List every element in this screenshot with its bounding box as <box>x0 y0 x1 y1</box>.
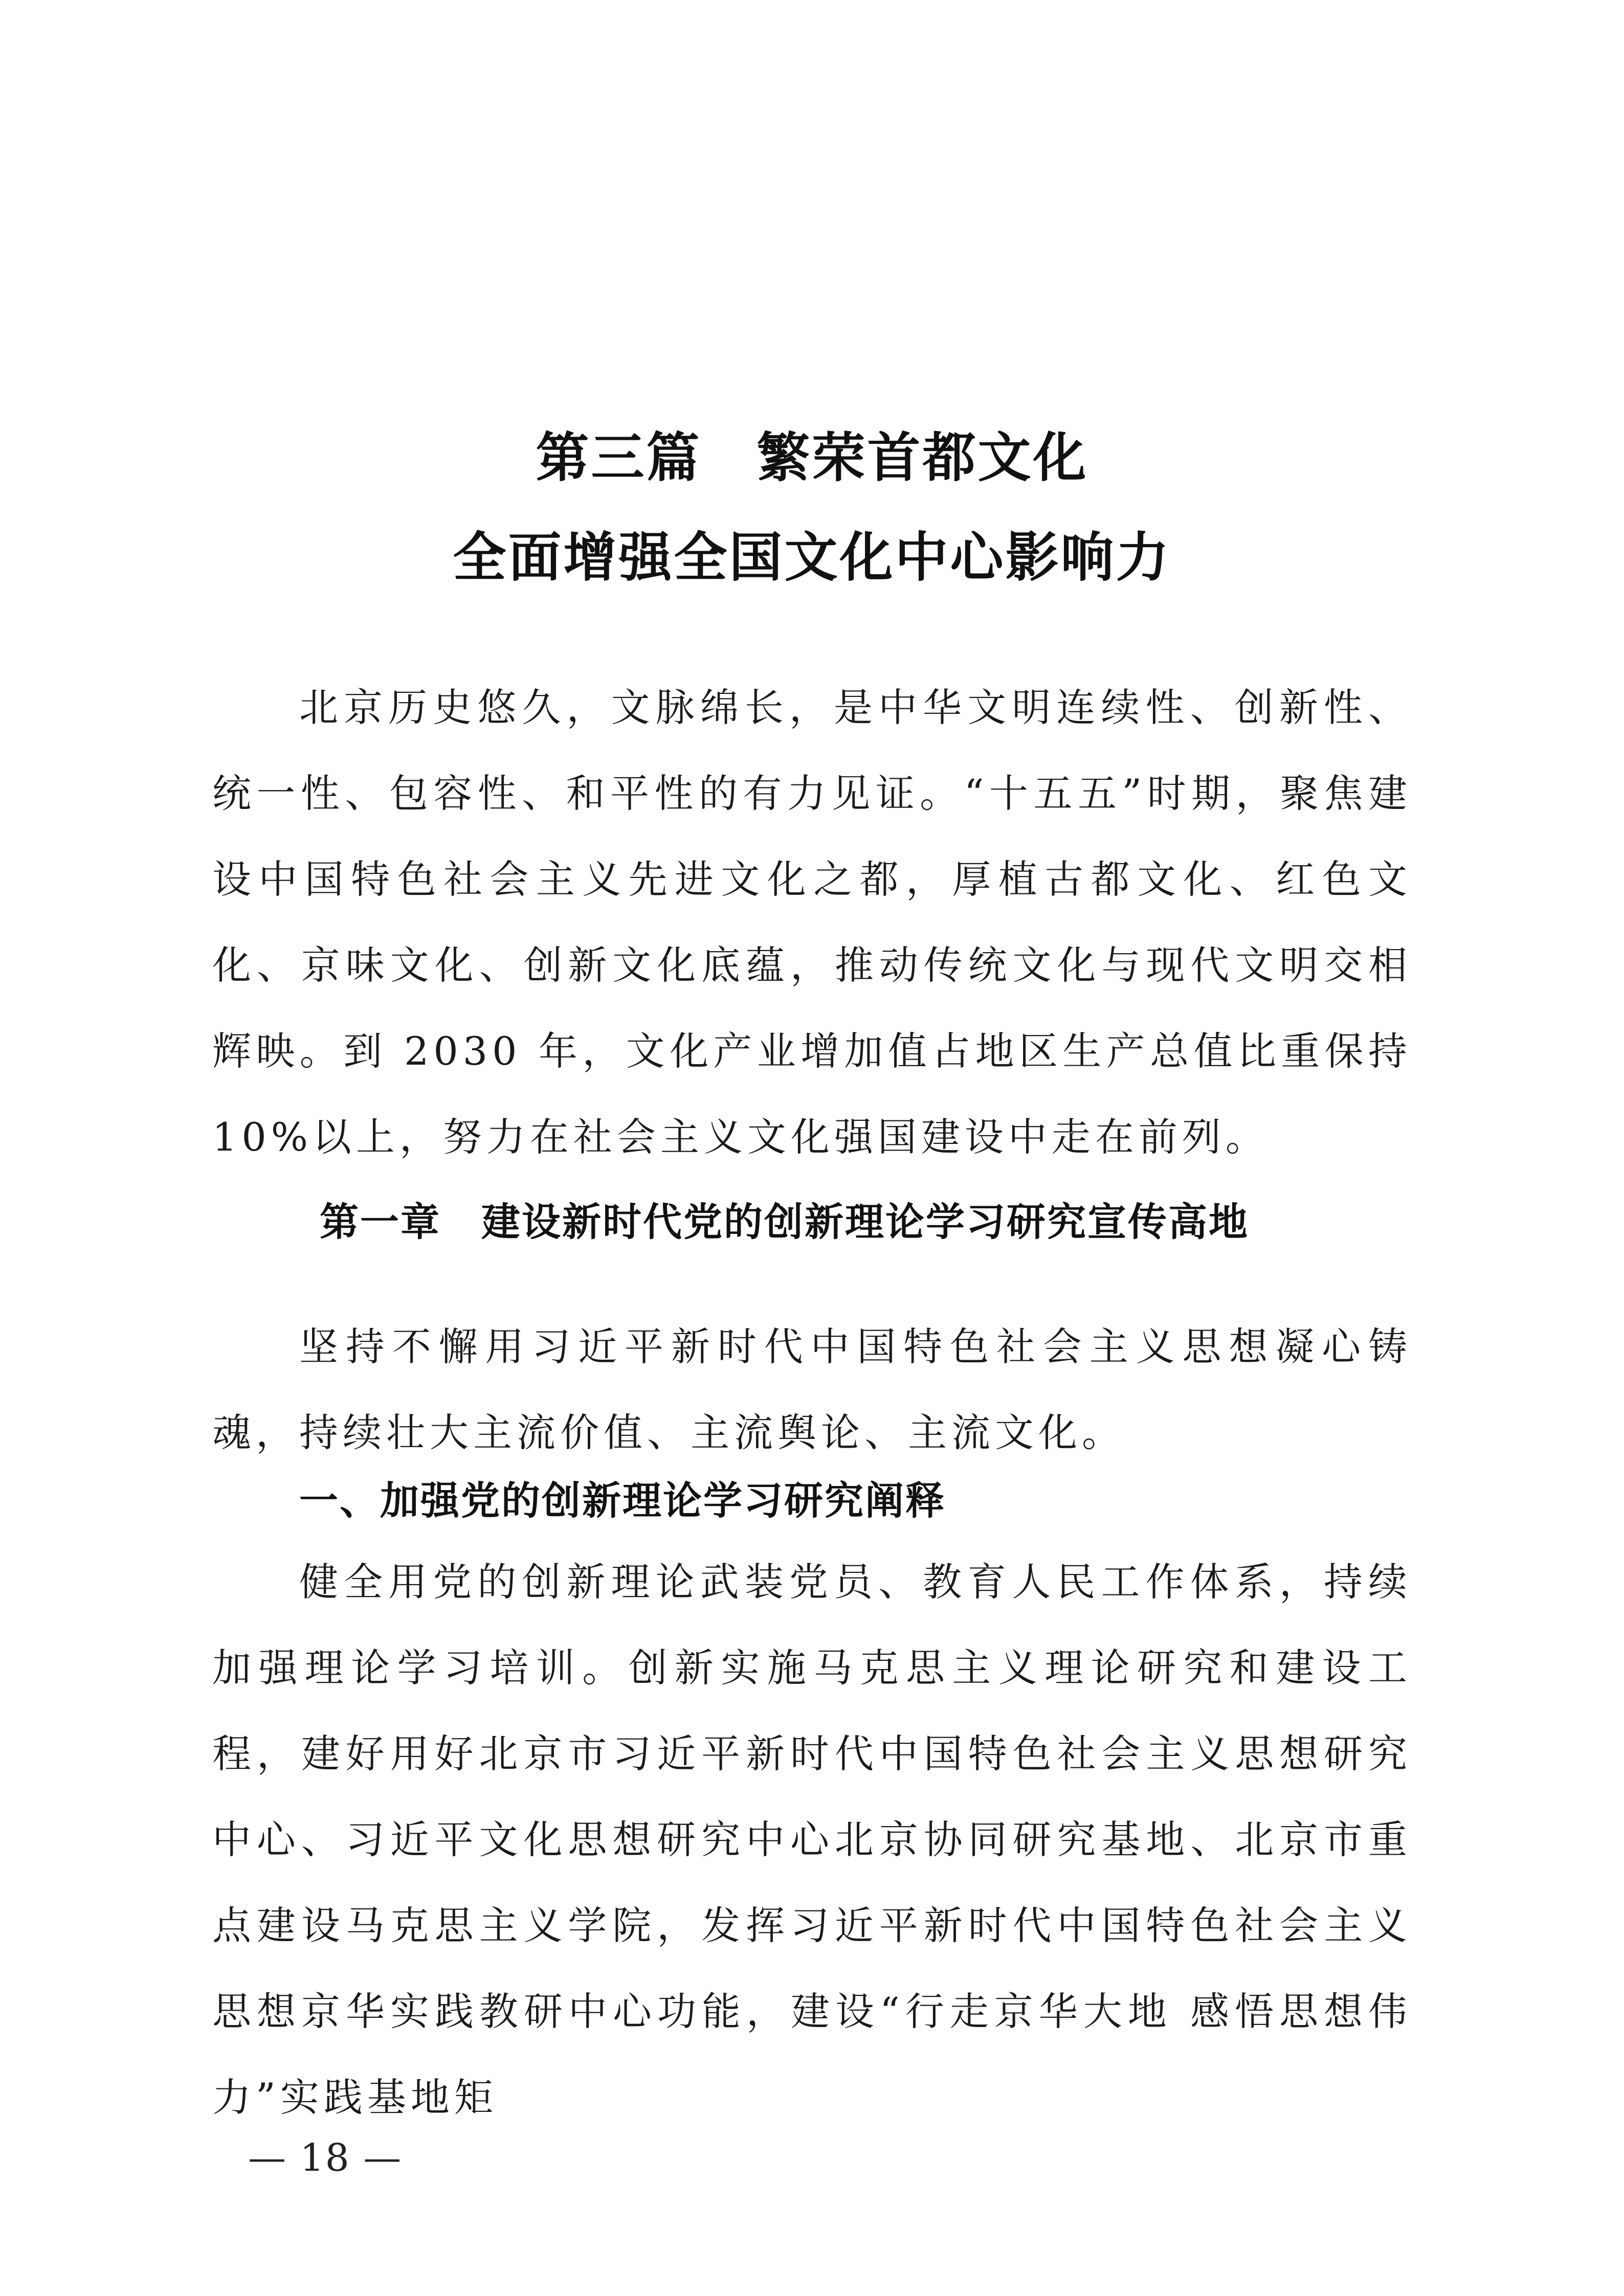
chapter-paragraph: 坚持不懈用习近平新时代中国特色社会主义思想凝心铸魂，持续壮大主流价值、主流舆论、主流文化。 <box>212 1324 1412 1455</box>
page-number: — 18 — <box>248 2136 403 2180</box>
part-title-line-1: 第三篇 繁荣首都文化 <box>536 426 1088 489</box>
section-paragraph: 健全用党的创新理论武装党员、教育人民工作体系，持续加强理论学习培训。创新实施马克思主义理论研究和建设工程，建好用好北京市习近平新时代中国特色社会主义思想研究中心、习近平文化思想研究中心北京协同研究基地、北京市重点建设马克思主义学院，发挥习近平新时代中国特色社会主义思想京华实践教研中心功能，建设“行走京华大地 感悟思想伟力”实践基地矩 <box>212 1559 1412 2120</box>
section-heading: 一、加强党的创新理论学习研究阐释 <box>299 1478 946 1523</box>
part-title-line-2: 全面增强全国文化中心影响力 <box>453 526 1171 589</box>
chapter-heading: 第一章 建设新时代党的创新理论学习研究宣传高地 <box>320 1199 1249 1245</box>
intro-paragraph: 北京历史悠久，文脉绵长，是中华文明连续性、创新性、统一性、包容性、和平性的有力见证。“十五五”时期，聚焦建设中国特色社会主义先进文化之都，厚植古都文化、红色文化、京味文化、创新文化底蕴，推动传统文化与现代文明交相辉映。到 2030 年，文化产业增加值占地区生产总值比重保持 10%以上，努力在社会主义文化强国建设中走在前列。 <box>212 685 1412 1160</box>
